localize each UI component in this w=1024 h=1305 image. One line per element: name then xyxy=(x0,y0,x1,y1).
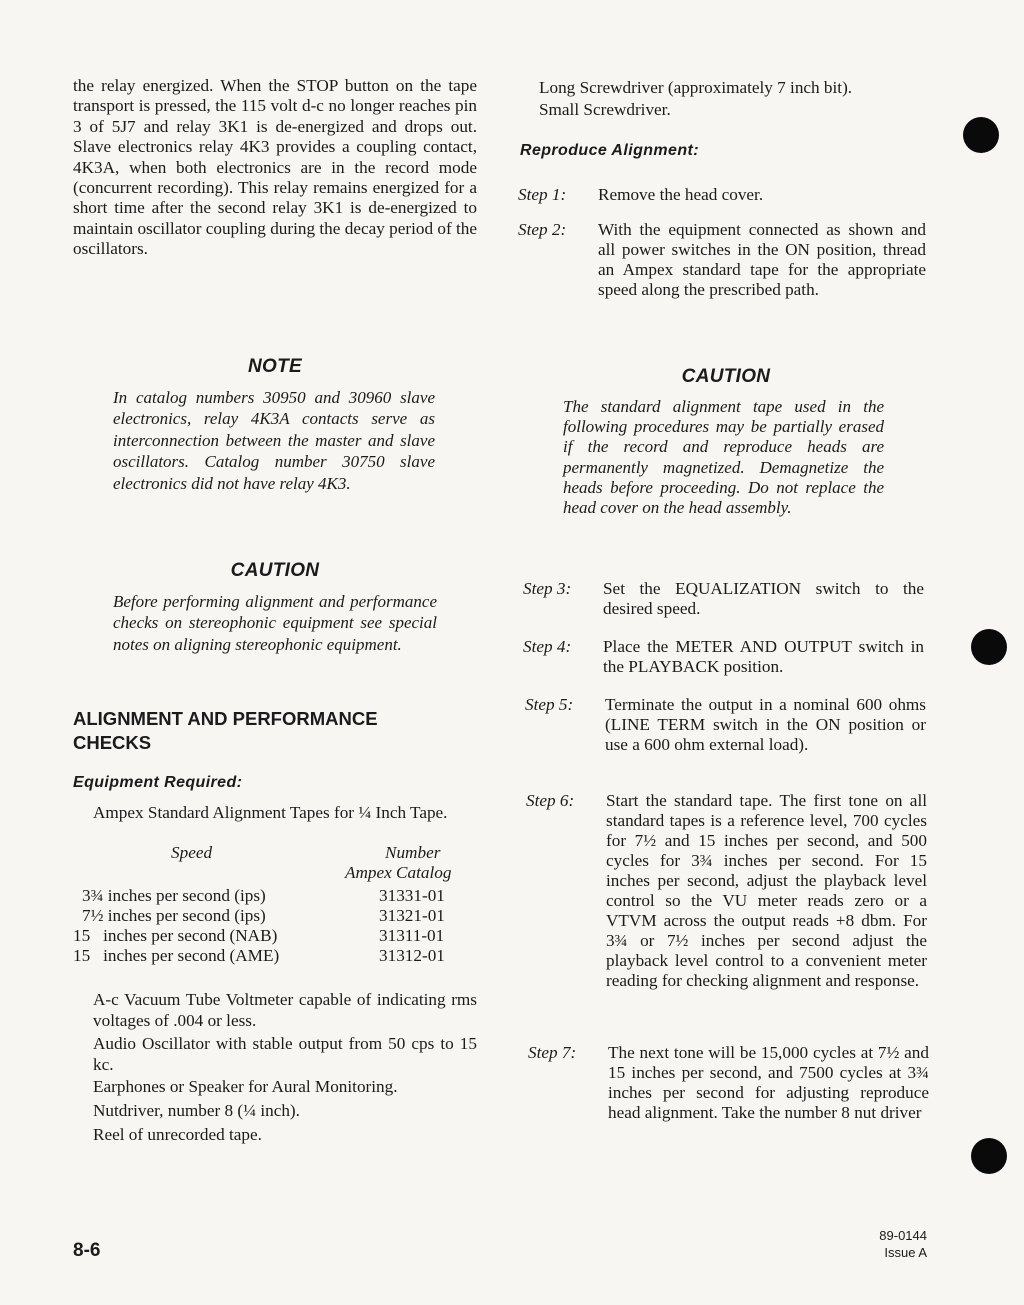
intro-paragraph: the relay energized. When the STOP button on the tape transport is pressed, the 115 volt d-c no longer reaches pin 3 of 5J7 and relay 3K1 is de-energized and drops out. Slave electronics relay 4K3 provides a coupling contact, 4K3A, when both electronics are in the record mode (concurrent recording). This relay remains energized for a short time after the second relay 3K1 is de-energized to maintain oscillator coupling during the decay period of the oscillators. xyxy=(73,76,477,259)
equipment-item: Reel of unrecorded tape. xyxy=(93,1125,262,1144)
step-text: Start the standard tape. The first tone on all standard tapes is a reference level, 700 cycles for 7½ and 15 inches per second, and 500 cycles for 3¾ inches per second. For 15 inches per second, adjust the playback level control so the VU meter reads zero or a VTVM across the output reads +8 dbm. For 3¾ or 7½ inches per second adjust the playback level control to a convenient meter reading for checking alignment and response. xyxy=(606,791,927,990)
section-title-line-2: CHECKS xyxy=(73,732,152,753)
caution-title-left: CAUTION xyxy=(230,560,320,581)
table-row-number: 31312-01 xyxy=(379,946,445,965)
punch-hole-icon xyxy=(963,117,999,153)
section-title-line-1: ALIGNMENT AND PERFORMANCE xyxy=(73,708,378,729)
step-label: Step 2: xyxy=(518,220,567,239)
step-label: Step 6: xyxy=(526,791,575,810)
step-text: Remove the head cover. xyxy=(598,185,764,204)
table-row-number: 31321-01 xyxy=(379,906,445,925)
document-info xyxy=(879,1227,927,1261)
step-text: Set the EQUALIZATION switch to the desired speed. xyxy=(603,579,924,618)
note-text: In catalog numbers 30950 and 30960 slave electronics, relay 4K3A contacts serve as interconnection between the master and slave oscillators. Catalog number 30750 slave electronics did not have relay 4K3. xyxy=(113,388,435,493)
equipment-required-title: Equipment Required: xyxy=(73,774,243,791)
punch-hole-icon xyxy=(971,629,1007,665)
table-row-speed: 3¾ inches per second (ips) xyxy=(82,886,266,905)
table-row-speed: 7½ inches per second (ips) xyxy=(82,906,266,925)
table-row-number: 31311-01 xyxy=(379,926,445,945)
table-header-number: Number xyxy=(385,843,441,862)
step-text: The next tone will be 15,000 cycles at 7½ and 15 inches per second, and 7500 cycles at 3¾ inches per second for adjusting reproduce head alignment. Take the number 8 nut driver xyxy=(608,1043,929,1122)
step-label: Step 1: xyxy=(518,185,567,204)
issue-label: Issue A xyxy=(884,1245,927,1260)
equipment-item: Audio Oscillator with stable output from 50 cps to 15 kc. xyxy=(93,1034,477,1074)
table-row-speed: 15 inches per second (AME) xyxy=(73,946,280,965)
step-text: Terminate the output in a nominal 600 ohms (LINE TERM switch in the ON position or use a 600 ohm external load). xyxy=(605,695,926,754)
equipment-item: Nutdriver, number 8 (¼ inch). xyxy=(93,1101,300,1120)
caution-text-left: Before performing alignment and performance checks on stereophonic equipment see special notes on aligning stereophonic equipment. xyxy=(113,592,437,654)
table-row-number: 31331-01 xyxy=(379,886,445,905)
step-text: With the equipment connected as shown and all power switches in the ON position, thread an Ampex standard tape for the appropriate speed along the prescribed path. xyxy=(598,220,926,299)
page-number: 8-6 xyxy=(73,1240,101,1261)
caution-title-right: CAUTION xyxy=(681,366,771,387)
caution-text-right: The standard alignment tape used in the following procedures may be partially erased if the record and reproduce heads are permanently magnetized. Demagnetize the heads before proceeding. Do not replace the head cover on the head assembly. xyxy=(563,397,884,518)
step-label: Step 3: xyxy=(523,579,572,598)
step-label: Step 5: xyxy=(525,695,574,714)
table-row-speed: 15 inches per second (NAB) xyxy=(73,926,278,945)
tapes-intro: Ampex Standard Alignment Tapes for ¼ Inch Tape. xyxy=(93,803,448,822)
tool-item: Small Screwdriver. xyxy=(539,100,671,119)
reproduce-alignment-title: Reproduce Alignment: xyxy=(520,142,699,159)
equipment-item: Earphones or Speaker for Aural Monitoring. xyxy=(93,1077,398,1096)
equipment-item: A-c Vacuum Tube Voltmeter capable of indicating rms voltages of .004 or less. xyxy=(93,990,477,1030)
note-title: NOTE xyxy=(248,356,302,377)
step-text: Place the METER AND OUTPUT switch in the PLAYBACK position. xyxy=(603,637,924,676)
step-label: Step 7: xyxy=(528,1043,577,1062)
table-header-speed: Speed xyxy=(171,843,213,862)
punch-hole-icon xyxy=(971,1138,1007,1174)
document-number: 89-0144 xyxy=(879,1228,927,1243)
tool-item: Long Screwdriver (approximately 7 inch bit). xyxy=(539,78,853,97)
step-label: Step 4: xyxy=(523,637,572,656)
table-header-catalog: Ampex Catalog xyxy=(345,863,452,882)
